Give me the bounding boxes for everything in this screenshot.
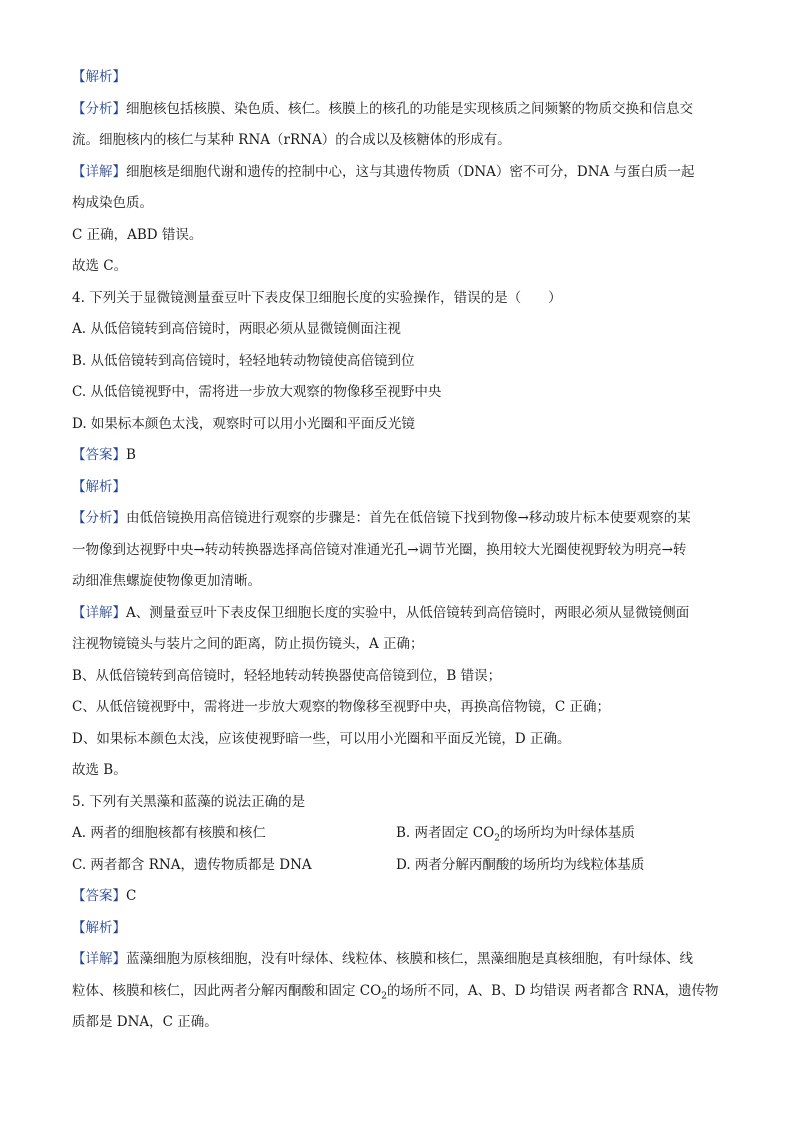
question-5-option-b: B. 两者固定 $CO_2$的场所均为叶绿体基质 xyxy=(396,825,635,844)
question-5-option-a: A. 两者的细胞核都有核膜和核仁 xyxy=(72,825,266,841)
detail-line-1: 【详解】细胞核是细胞代谢和遗传的控制中心，这与其遗传物质（DNA）密不可分，DNA 与蛋白质一起 xyxy=(72,163,695,180)
conclusion-3: 故选 C。 xyxy=(72,258,128,274)
analysis-4-line-2: 一物像到达视野中央→转动转换器选择高倍镜对准通光孔→调节光圈，换用较大光圈使视野较为明亮→转 xyxy=(72,541,687,558)
question-4-option-d: D. 如果标本颜色太浅，观察时可以用小光圈和平面反光镜 xyxy=(72,415,415,432)
document-page xyxy=(72,62,724,1039)
detail-4-line-3: B、从低倍镜转到高倍镜时，轻轻地转动转换器使高倍镜到位，B 错误； xyxy=(72,667,502,684)
conclusion-4: 故选 B。 xyxy=(72,762,127,778)
question-5-options-row-1 xyxy=(72,818,724,850)
detail-line-3: C 正确，ABD 错误。 xyxy=(72,226,203,243)
question-5-option-c: C. 两者都含 RNA，遗传物质都是 DNA xyxy=(72,856,312,873)
analysis-4-line-1: 【分析】由低倍镜换用高倍镜进行观察的步骤是：首先在低倍镜下找到物像→移动玻片标本使要观察的某 xyxy=(72,510,691,526)
answer-5: 【答案】C xyxy=(72,888,137,904)
answer-4: 【答案】B xyxy=(72,447,136,463)
analysis-heading-5: 【解析】 xyxy=(72,919,126,936)
detail-5-line-1: 【详解】蓝藻细胞为原核细胞，没有叶绿体、线粒体、核膜和核仁，黑藻细胞是真核细胞，有叶绿体、线 xyxy=(72,951,693,967)
analysis-heading-1: 【解析】 xyxy=(72,69,126,85)
question-4-option-a: A. 从低倍镜转到高倍镜时，两眼必须从显微镜侧面注视 xyxy=(72,321,401,337)
question-5-options-row-2 xyxy=(72,850,724,882)
detail-4-line-5: D、如果标本颜色太浅，应该使视野暗一些，可以用小光圈和平面反光镜，D 正确。 xyxy=(72,730,571,747)
detail-4-line-4: C、从低倍镜视野中，需将进一步放大观察的物像移至视野中央，再换高倍物镜，C 正确； xyxy=(72,699,610,715)
detail-4-line-1: 【详解】A、测量蚕豆叶下表皮保卫细胞长度的实验中，从低倍镜转到高倍镜时，两眼必须从显微镜侧面 xyxy=(72,604,690,621)
question-4-option-b: B. 从低倍镜转到高倍镜时，轻轻地转动物镜使高倍镜到位 xyxy=(72,352,415,369)
analysis-line-1: 【分析】细胞核包括核膜、染色质、核仁。核膜上的核孔的功能是实现核质之间频繁的物质交换和信息交 xyxy=(72,100,693,117)
detail-5-line-3: 质都是 DNA，C 正确。 xyxy=(72,1014,218,1030)
analysis-line-2: 流。细胞核内的核仁与某种 RNA（rRNA）的合成以及核糖体的形成有。 xyxy=(72,132,511,148)
question-5-stem: 5. 下列有关黑藻和蓝藻的说法正确的是 xyxy=(72,793,306,810)
detail-5-line-2: 粒体、核膜和核仁，因此两者分解丙酮酸和固定 $CO_2$的场所不同，A、B、D 均错误 两者都含 RNA，遗传物 xyxy=(72,982,719,1002)
detail-4-line-2: 注视物镜镜头与装片之间的距离，防止损伤镜头，A 正确； xyxy=(72,636,424,652)
analysis-heading-4: 【解析】 xyxy=(72,478,126,495)
analysis-4-line-3: 动细准焦螺旋使物像更加清晰。 xyxy=(72,573,261,589)
question-4-option-c: C. 从低倍镜视野中，需将进一步放大观察的物像移至视野中央 xyxy=(72,384,442,400)
detail-line-2: 构成染色质。 xyxy=(72,195,153,211)
question-5-option-d: D. 两者分解丙酮酸的场所均为线粒体基质 xyxy=(396,856,645,873)
question-4-stem: 4. 下列关于显微镜测量蚕豆叶下表皮保卫细胞长度的实验操作，错误的是（ ） xyxy=(72,289,562,306)
